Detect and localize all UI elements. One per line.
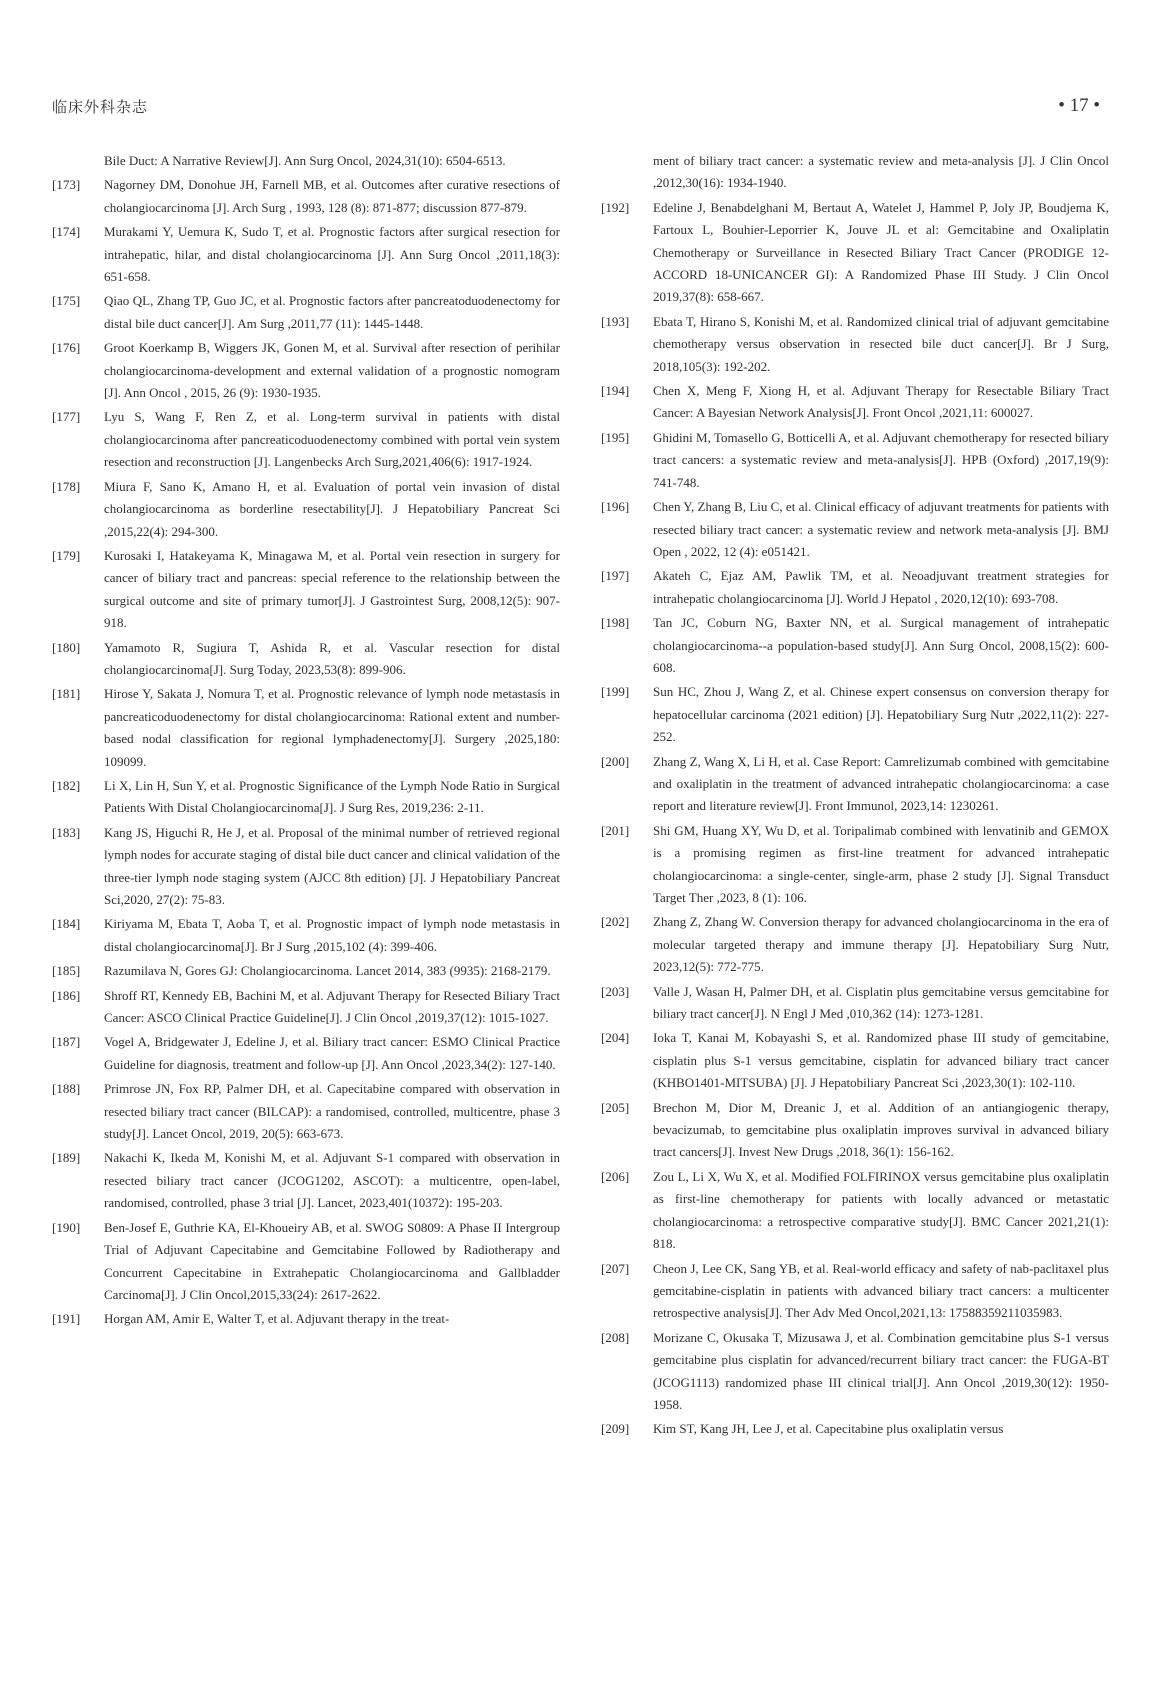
reference-text: Cheon J, Lee CK, Sang YB, et al. Real-world efficacy and safety of nab-paclitaxel plus gemcitabine-cisplatin in patients with advanced biliary tract cancers: a multicenter retrospective analysis[J]. Ther Adv Med Oncol,2021,13: 17588359211035983. bbox=[653, 1260, 1109, 1321]
reference-entry bbox=[52, 174, 560, 219]
reference-text: Akateh C, Ejaz AM, Pawlik TM, et al. Neoadjuvant treatment strategies for intrahepatic cholangiocarcinoma [J]. World J Hepatol , 2020,12(10): 693-708. bbox=[653, 568, 1109, 606]
reference-text: Zhang Z, Zhang W. Conversion therapy for advanced cholangiocarcinoma in the era of molecular targeted therapy and immune therapy [J]. Hepatobiliary Surg Nutr, 2023,12(5): 772-775. bbox=[653, 914, 1109, 975]
reference-entry bbox=[601, 981, 1109, 1026]
reference-number: [206] bbox=[601, 1168, 630, 1184]
reference-number: [189] bbox=[52, 1150, 81, 1166]
reference-number: [204] bbox=[601, 1030, 630, 1046]
reference-number: [173] bbox=[52, 177, 81, 193]
reference-number: [181] bbox=[52, 686, 81, 702]
reference-entry bbox=[52, 337, 560, 404]
reference-number: [192] bbox=[601, 199, 630, 215]
reference-entry bbox=[601, 1327, 1109, 1417]
reference-text: Nakachi K, Ikeda M, Konishi M, et al. Adjuvant S-1 compared with observation in resected biliary tract cancer (JCOG1202, ASCOT): a multicentre, open-label, randomised, controlled, phase 3 trial [J]. Lancet, 2023,401(10372): 195-203. bbox=[104, 1150, 560, 1211]
reference-entry bbox=[52, 1078, 560, 1145]
reference-entry bbox=[601, 311, 1109, 378]
reference-entry bbox=[52, 1217, 560, 1307]
reference-text: Shi GM, Huang XY, Wu D, et al. Toripalimab combined with lenvatinib and GEMOX is a promising regimen as first-line treatment for advanced intrahepatic cholangiocarcinoma: a single-center, single-arm, phase 2 study [J]. Signal Transduct Target Ther ,2023, 8 (1): 106. bbox=[653, 822, 1109, 905]
reference-number: [195] bbox=[601, 429, 630, 445]
reference-entry bbox=[52, 822, 560, 912]
reference-number: [179] bbox=[52, 547, 81, 563]
reference-number: [186] bbox=[52, 987, 81, 1003]
reference-entry bbox=[52, 545, 560, 635]
reference-entry bbox=[601, 751, 1109, 818]
reference-text: Murakami Y, Uemura K, Sudo T, et al. Prognostic factors after surgical resection for intrahepatic, hilar, and distal cholangiocarcinoma [J]. Ann Surg Oncol ,2011,18(3): 651-658. bbox=[104, 224, 560, 285]
reference-number: [194] bbox=[601, 383, 630, 399]
reference-number: [200] bbox=[601, 753, 630, 769]
reference-text: Yamamoto R, Sugiura T, Ashida R, et al. Vascular resection for distal cholangiocarcinoma[J]. Surg Today, 2023,53(8): 899-906. bbox=[104, 639, 560, 677]
reference-text: Chen X, Meng F, Xiong H, et al. Adjuvant Therapy for Resectable Biliary Tract Cancer: A Bayesian Network Analysis[J]. Front Oncol ,2021,11: 600027. bbox=[653, 383, 1109, 421]
reference-entry bbox=[52, 985, 560, 1030]
reference-text: Kiriyama M, Ebata T, Aoba T, et al. Prognostic impact of lymph node metastasis in distal cholangiocarcinoma[J]. Br J Surg ,2015,102 (4): 399-406. bbox=[104, 916, 560, 954]
reference-entry bbox=[601, 427, 1109, 494]
reference-text: Edeline J, Benabdelghani M, Bertaut A, Watelet J, Hammel P, Joly JP, Boudjema K, Fartoux L, Bouhier-Leporrier K, Jouve JL et al: Gemcitabine and Oxaliplatin Chemotherapy or Surveillance in Resected Biliary Tract Cancer (PRODIGE 12-ACCORD 18-UNICANCER GI): A Randomized Phase III Study. J Clin Oncol 2019,37(8): 658-667. bbox=[653, 199, 1109, 305]
reference-entry bbox=[52, 775, 560, 820]
reference-number: [188] bbox=[52, 1081, 81, 1097]
reference-entry bbox=[52, 913, 560, 958]
reference-entry bbox=[52, 960, 560, 982]
reference-text: Nagorney DM, Donohue JH, Farnell MB, et al. Outcomes after curative resections of cholangiocarcinoma [J]. Arch Surg , 1993, 128 (8): 871-877; discussion 877-879. bbox=[104, 177, 560, 215]
reference-number: [178] bbox=[52, 478, 81, 494]
reference-entry bbox=[601, 681, 1109, 748]
reference-entry bbox=[52, 290, 560, 335]
reference-number: [175] bbox=[52, 293, 81, 309]
reference-entry bbox=[52, 1031, 560, 1076]
reference-number: [198] bbox=[601, 615, 630, 631]
reference-entry bbox=[601, 197, 1109, 309]
reference-entry bbox=[601, 380, 1109, 425]
reference-number: [177] bbox=[52, 409, 81, 425]
journal-title: 临床外科杂志 bbox=[52, 98, 149, 116]
reference-text: Lyu S, Wang F, Ren Z, et al. Long-term survival in patients with distal cholangiocarcinoma after pancreaticoduodenectomy combined with portal vein system resection and reconstruction [J]. Langenbecks Arch Surg,2021,406(6): 1917-1924. bbox=[104, 409, 560, 470]
reference-entry bbox=[52, 221, 560, 288]
reference-number: [202] bbox=[601, 914, 630, 930]
reference-entry bbox=[601, 911, 1109, 978]
reference-text: Brechon M, Dior M, Dreanic J, et al. Addition of an antiangiogenic therapy, bevacizumab, to gemcitabine plus oxaliplatin improves survival in advanced biliary tract cancers[J]. Invest New Drugs ,2018, 36(1): 156-162. bbox=[653, 1099, 1109, 1160]
reference-entry bbox=[601, 820, 1109, 910]
reference-number: [201] bbox=[601, 822, 630, 838]
reference-number: [207] bbox=[601, 1260, 630, 1276]
reference-entry bbox=[601, 496, 1109, 563]
reference-text: Ebata T, Hirano S, Konishi M, et al. Randomized clinical trial of adjuvant gemcitabine chemotherapy versus observation in resected bile duct cancer[J]. Br J Surg, 2018,105(3): 192-202. bbox=[653, 313, 1109, 374]
reference-number: [193] bbox=[601, 313, 630, 329]
reference-entry bbox=[601, 150, 1109, 195]
reference-number: [184] bbox=[52, 916, 81, 932]
reference-number: [182] bbox=[52, 777, 81, 793]
reference-text: Horgan AM, Amir E, Walter T, et al. Adjuvant therapy in the treat- bbox=[104, 1311, 450, 1327]
reference-number: [183] bbox=[52, 824, 81, 840]
reference-number: [174] bbox=[52, 224, 81, 240]
reference-number: [209] bbox=[601, 1421, 630, 1437]
reference-number: [208] bbox=[601, 1329, 630, 1345]
reference-entry bbox=[52, 150, 560, 172]
reference-text: Valle J, Wasan H, Palmer DH, et al. Cisplatin plus gemcitabine versus gemcitabine for biliary tract cancer[J]. N Engl J Med ,010,362 (14): 1273-1281. bbox=[653, 983, 1109, 1022]
reference-text: Razumilava N, Gores GJ: Cholangiocarcinoma. Lancet 2014, 383 (9935): 2168-2179. bbox=[104, 963, 551, 979]
reference-entry bbox=[601, 1027, 1109, 1094]
reference-text: Hirose Y, Sakata J, Nomura T, et al. Prognostic relevance of lymph node metastasis in pancreaticoduodenectomy for distal cholangiocarcinoma: Rational extent and number-based nodal classification for regional lymphadenectomy[J]. Surgery ,2025,180: 109099. bbox=[104, 686, 560, 769]
reference-entry bbox=[601, 612, 1109, 679]
reference-text: Qiao QL, Zhang TP, Guo JC, et al. Prognostic factors after pancreatoduodenectomy for distal bile duct cancer[J]. Am Surg ,2011,77 (11): 1445-1448. bbox=[104, 293, 560, 331]
reference-text: Groot Koerkamp B, Wiggers JK, Gonen M, et al. Survival after resection of perihilar cholangiocarcinoma-development and external validation of a prognostic nomogram [J]. Ann Oncol , 2015, 26 (9): 1930-1935. bbox=[104, 340, 560, 401]
page-number: • 17 • bbox=[1058, 95, 1100, 116]
reference-entry bbox=[601, 1097, 1109, 1164]
reference-number: [199] bbox=[601, 684, 630, 700]
reference-text: Zou L, Li X, Wu X, et al. Modified FOLFIRINOX versus gemcitabine plus oxaliplatin as first-line chemotherapy for patients with locally advanced or metastatic cholangiocarcinoma: a retrospective comparative study[J]. BMC Cancer 2021,21(1): 818. bbox=[653, 1168, 1109, 1252]
reference-text: Vogel A, Bridgewater J, Edeline J, et al. Biliary tract cancer: ESMO Clinical Practice Guideline for diagnosis, treatment and follow-up [J]. Ann Oncol ,2023,34(2): 127-140. bbox=[104, 1034, 560, 1072]
reference-text: Kim ST, Kang JH, Lee J, et al. Capecitabine plus oxaliplatin versus bbox=[653, 1421, 1004, 1437]
reference-entry bbox=[52, 1308, 560, 1330]
reference-entry bbox=[52, 476, 560, 543]
reference-text: Tan JC, Coburn NG, Baxter NN, et al. Surgical management of intrahepatic cholangiocarcinoma--a population-based study[J]. Ann Surg Oncol, 2008,15(2): 600-608. bbox=[653, 615, 1109, 675]
reference-entry bbox=[52, 683, 560, 773]
reference-text: Morizane C, Okusaka T, Mizusawa J, et al. Combination gemcitabine plus S-1 versus gemcitabine plus cisplatin for advanced/recurrent biliary tract cancer: the FUGA-BT (JCOG1113) randomized phase III clinical trial[J]. Ann Oncol ,2019,30(12): 1950-1958. bbox=[653, 1329, 1109, 1412]
reference-column-left bbox=[52, 150, 560, 1333]
reference-text: Sun HC, Zhou J, Wang Z, et al. Chinese expert consensus on conversion therapy for hepatocellular carcinoma (2021 edition) [J]. Hepatobiliary Surg Nutr ,2022,11(2): 227-252. bbox=[653, 684, 1109, 745]
page-header bbox=[52, 96, 1100, 122]
reference-text: Ghidini M, Tomasello G, Botticelli A, et al. Adjuvant chemotherapy for resected biliary tract cancers: a systematic review and meta-analysis[J]. HPB (Oxford) ,2017,19(9): 741-748. bbox=[653, 429, 1109, 490]
reference-text: Ioka T, Kanai M, Kobayashi S, et al. Randomized phase III study of gemcitabine, cisplatin plus S-1 versus gemcitabine, cisplatin for advanced biliary tract cancer (KHBO1401-MITSUBA) [J]. J Hepatobiliary Pancreat Sci ,2023,30(1): 102-110. bbox=[653, 1030, 1109, 1091]
reference-number: [187] bbox=[52, 1034, 81, 1050]
reference-text: Chen Y, Zhang B, Liu C, et al. Clinical efficacy of adjuvant treatments for patients with resected biliary tract cancer: a systematic review and network meta-analysis [J]. BMJ Open , 2022, 12 (4): e051421. bbox=[653, 499, 1109, 559]
reference-number: [180] bbox=[52, 639, 81, 655]
reference-text: Kang JS, Higuchi R, He J, et al. Proposal of the minimal number of retrieved regional lymph nodes for accurate staging of distal bile duct cancer and clinical validation of the three-tier lymph node staging system (AJCC 8th edition) [J]. J Hepatobiliary Pancreat Sci,2020, 27(2): 75-83. bbox=[104, 824, 560, 907]
reference-entry bbox=[601, 1418, 1109, 1440]
reference-text: Zhang Z, Wang X, Li H, et al. Case Report: Camrelizumab combined with gemcitabine and oxaliplatin in the treatment of advanced intrahepatic cholangiocarcinoma: a case report and literature review[J]. Front Immunol, 2023,14: 1230261. bbox=[653, 753, 1109, 814]
reference-number: [191] bbox=[52, 1311, 81, 1327]
reference-number: [176] bbox=[52, 340, 81, 356]
reference-entry bbox=[601, 1258, 1109, 1325]
reference-entry bbox=[601, 565, 1109, 610]
reference-text: Li X, Lin H, Sun Y, et al. Prognostic Significance of the Lymph Node Ratio in Surgical Patients With Distal Cholangiocarcinoma[J]. J Surg Res, 2019,236: 2-11. bbox=[104, 777, 560, 816]
reference-text: Shroff RT, Kennedy EB, Bachini M, et al. Adjuvant Therapy for Resected Biliary Tract Cancer: ASCO Clinical Practice Guideline[J]. J Clin Oncol ,2019,37(12): 1015-1027. bbox=[104, 987, 560, 1026]
reference-entry bbox=[601, 1166, 1109, 1256]
reference-text: Ben-Josef E, Guthrie KA, El-Khoueiry AB, et al. SWOG S0809: A Phase II Intergroup Trial of Adjuvant Capecitabine and Gemcitabine Followed by Radiotherapy and Concurrent Capecitabine in Extrahepatic Cholangiocarcinoma and Gallbladder Carcinoma[J]. J Clin Oncol,2015,33(24): 2617-2622. bbox=[104, 1219, 560, 1302]
reference-number: [190] bbox=[52, 1219, 81, 1235]
reference-text: Miura F, Sano K, Amano H, et al. Evaluation of portal vein invasion of distal cholangiocarcinoma as borderline resectability[J]. J Hepatobiliary Pancreat Sci ,2015,22(4): 294-300. bbox=[104, 478, 560, 539]
reference-text: ment of biliary tract cancer: a systematic review and meta-analysis [J]. J Clin Oncol ,2012,30(16): 1934-1940. bbox=[653, 153, 1109, 191]
reference-entry bbox=[52, 1147, 560, 1214]
reference-number: [197] bbox=[601, 568, 630, 584]
reference-number: [185] bbox=[52, 963, 81, 979]
reference-column-right bbox=[601, 150, 1109, 1443]
reference-number: [196] bbox=[601, 499, 630, 515]
reference-entry bbox=[52, 406, 560, 473]
reference-text: Kurosaki I, Hatakeyama K, Minagawa M, et al. Portal vein resection in surgery for cancer of biliary tract and pancreas: special reference to the relationship between the surgical outcome and site of primary tumor[J]. J Gastrointest Surg, 2008,12(5): 907-918. bbox=[104, 547, 560, 631]
reference-number: [203] bbox=[601, 983, 630, 999]
reference-text: Primrose JN, Fox RP, Palmer DH, et al. Capecitabine compared with observation in resected biliary tract cancer (BILCAP): a randomised, controlled, multicentre, phase 3 study[J]. Lancet Oncol, 2019, 20(5): 663-673. bbox=[104, 1081, 560, 1142]
reference-text: Bile Duct: A Narrative Review[J]. Ann Surg Oncol, 2024,31(10): 6504-6513. bbox=[104, 153, 506, 168]
reference-entry bbox=[52, 637, 560, 682]
reference-number: [205] bbox=[601, 1099, 630, 1115]
